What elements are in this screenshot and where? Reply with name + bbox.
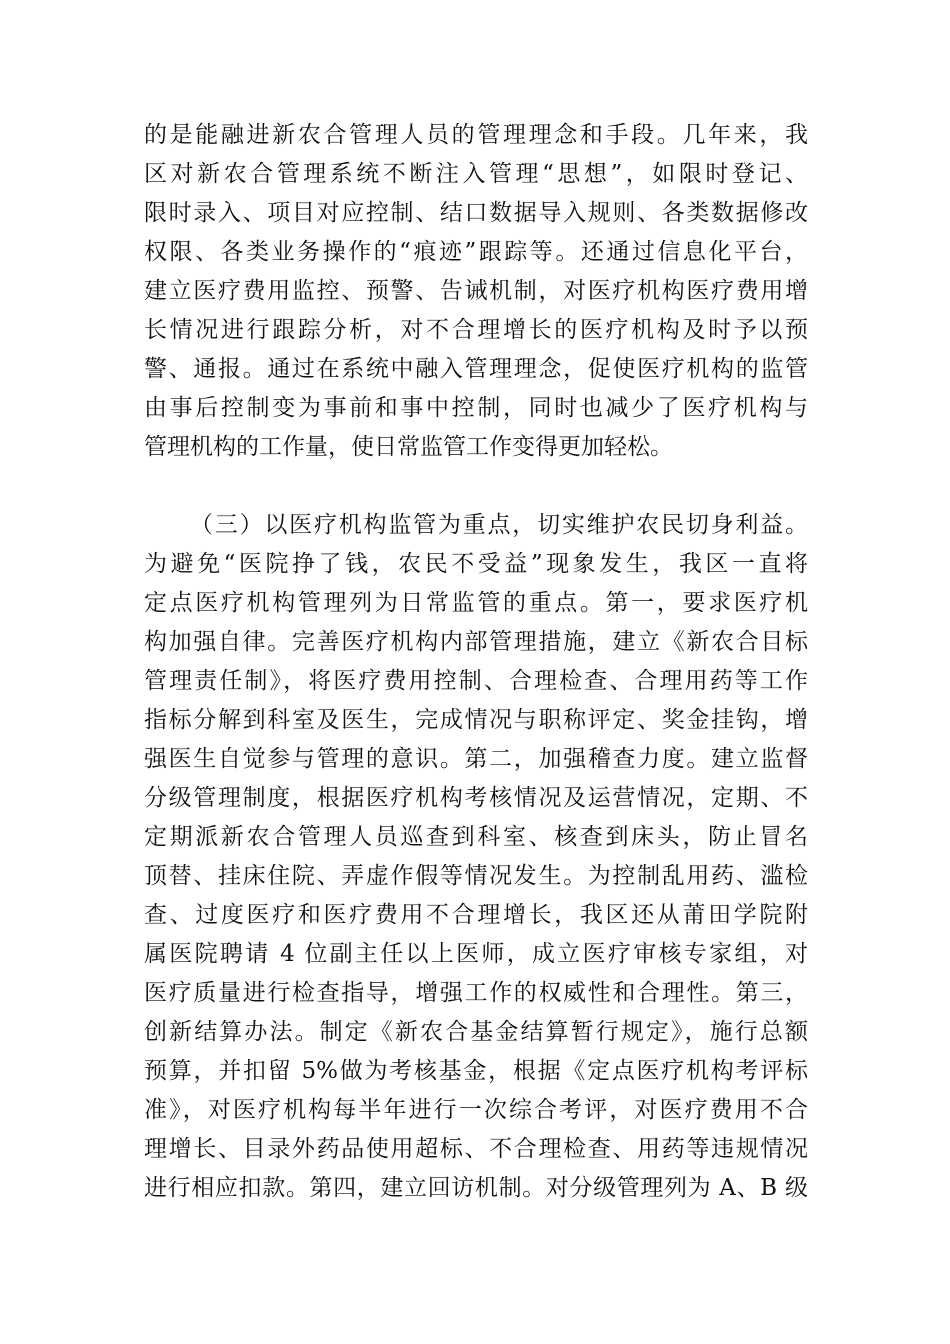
text-line: 创新结算办法。制定《新农合基金结算暂行规定》，施行总额: [144, 1019, 808, 1045]
text-line: 准》，对医疗机构每半年进行一次综合考评，对医疗费用不合: [144, 1097, 808, 1123]
text-line: 医疗质量进行检查指导，增强工作的权威性和合理性。第三，: [144, 980, 808, 1006]
text-line: 警、通报。通过在系统中融入管理理念，促使医疗机构的监管: [144, 356, 808, 382]
text-line: 分级管理制度，根据医疗机构考核情况及运营情况，定期、不: [144, 785, 808, 811]
text-line: 定期派新农合管理人员巡查到科室、核查到床头，防止冒名: [144, 824, 808, 850]
text-line: 属医院聘请 4 位副主任以上医师，成立医疗审核专家组，对: [144, 941, 808, 967]
text-line: 查、过度医疗和医疗费用不合理增长，我区还从莆田学院附: [144, 902, 808, 928]
text-line: 强医生自觉参与管理的意识。第二，加强稽查力度。建立监督: [144, 746, 808, 772]
text-line: 管理机构的工作量，使日常监管工作变得更加轻松。: [144, 434, 673, 460]
text-line: 理增长、目录外药品使用超标、不合理检查、用药等违规情况: [144, 1136, 808, 1162]
text-line: 进行相应扣款。第四，建立回访机制。对分级管理列为 A、B 级: [144, 1175, 808, 1201]
text-line: 由事后控制变为事前和事中控制，同时也减少了医疗机构与: [144, 395, 808, 421]
text-line: 顶替、挂床住院、弄虚作假等情况发生。为控制乱用药、滥检: [144, 863, 808, 889]
text-line: 指标分解到科室及医生，完成情况与职称评定、奖金挂钩，增: [144, 707, 808, 733]
text-line: 区对新农合管理系统不断注入管理“思想”，如限时登记、: [144, 161, 808, 187]
text-line: 建立医疗费用监控、预警、告诫机制，对医疗机构医疗费用增: [144, 278, 808, 304]
text-line: 长情况进行跟踪分析，对不合理增长的医疗机构及时予以预: [144, 317, 808, 343]
text-line: 预算，并扣留 5%做为考核基金，根据《定点医疗机构考评标: [144, 1058, 808, 1084]
text-line: 管理责任制》，将医疗费用控制、合理检查、合理用药等工作: [144, 668, 808, 694]
text-line: 构加强自律。完善医疗机构内部管理措施，建立《新农合目标: [144, 629, 808, 655]
text-line: 权限、各类业务操作的“痕迹”跟踪等。还通过信息化平台，: [144, 239, 808, 265]
text-line: 为避免“医院挣了钱，农民不受益”现象发生，我区一直将: [144, 551, 808, 577]
text-line: 限时录入、项目对应控制、结口数据导入规则、各类数据修改: [144, 200, 808, 226]
text-line: 的是能融进新农合管理人员的管理理念和手段。几年来，我: [144, 122, 808, 148]
text-line: 定点医疗机构管理列为日常监管的重点。第一，要求医疗机: [144, 590, 808, 616]
paragraph-heading: （三）以医疗机构监管为重点，切实维护农民切身利益。: [190, 512, 808, 538]
